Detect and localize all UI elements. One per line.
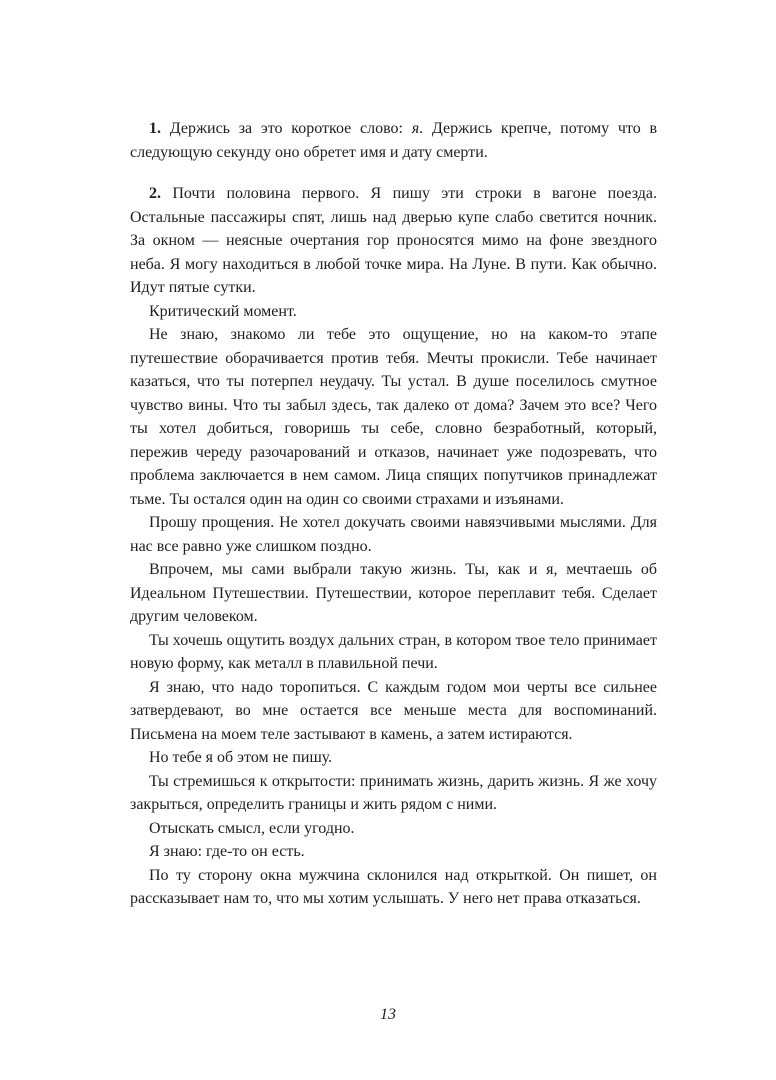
paragraph: Прошу прощения. Не хотел докучать своими навязчивыми мыслями. Для нас все равно уже слишком поздно. (130, 514, 657, 555)
page-number: 13 (380, 1006, 396, 1023)
paragraph: Не знаю, знакомо ли тебе это ощущение, но на каком-то этапе путешествие оборачивается против тебя. Мечты прокисли. Тебе начинает казаться, что ты потерпел неудачу. Ты устал. В душе поселилось смутное чувство вины. Что ты забыл здесь, так далеко от дома? Зачем это все? Чего ты хотел добиться, говоришь ты себе, словно безработный, который, пережив череду разочарований и отказов, начинает уже подозревать, что проблема заключается в нем самом. Лица спящих попутчиков принадлежат тьме. Ты остался один на один со своими страхами и изъянами. (130, 326, 657, 508)
paragraph: По ту сторону окна мужчина склонился над открыткой. Он пишет, он рассказывает нам то, что мы хотим услышать. У него нет права отказаться. (130, 866, 657, 907)
section-number: 1. (149, 120, 161, 137)
paragraph: Я знаю: где-то он есть. (149, 843, 305, 860)
section-number: 2. (149, 185, 161, 202)
page-body (130, 117, 657, 911)
italic-word: я (411, 120, 420, 137)
section-2 (130, 182, 657, 911)
section-1 (130, 117, 657, 164)
paragraph: Я знаю, что надо торопиться. С каждым годом мои черты все сильнее затвердевают, во мне остается все меньше места для воспоминаний. Письмена на моем теле застывают в камень, а затем истираются. (130, 678, 657, 743)
paragraph: 1. Держись за это короткое слово: я. Держись крепче, потому что в следующую секунду оно обретет имя и дату смерти. (130, 120, 657, 161)
paragraph: Впрочем, мы сами выбрали такую жизнь. Ты, как и я, мечтаешь об Идеальном Путешествии. Путешествии, которое переплавит тебя. Сделает другим человеком. (130, 561, 657, 625)
paragraph: Критический момент. (149, 302, 297, 320)
paragraph: Ты хочешь ощутить воздух дальних стран, в котором твое тело принимает новую форму, как металл в плавильной печи. (130, 631, 657, 672)
paragraph: Отыскать смысл, если угодно. (149, 819, 355, 837)
paragraph: 2. Почти половина первого. Я пишу эти строки в вагоне поезда. Остальные пассажиры спят, лишь над дверью купе слабо светится ночник. За окном — неясные очертания гор проносятся мимо на фоне звездного неба. Я могу находиться в любой точке мира. На Луне. В пути. Как обычно. Идут пятые сутки. (130, 185, 657, 296)
paragraph: Но тебе я об этом не пишу. (149, 749, 333, 766)
paragraph: Ты стремишься к открытости: принимать жизнь, дарить жизнь. Я же хочу закрыться, определить границы и жить рядом с ними. (130, 772, 657, 813)
